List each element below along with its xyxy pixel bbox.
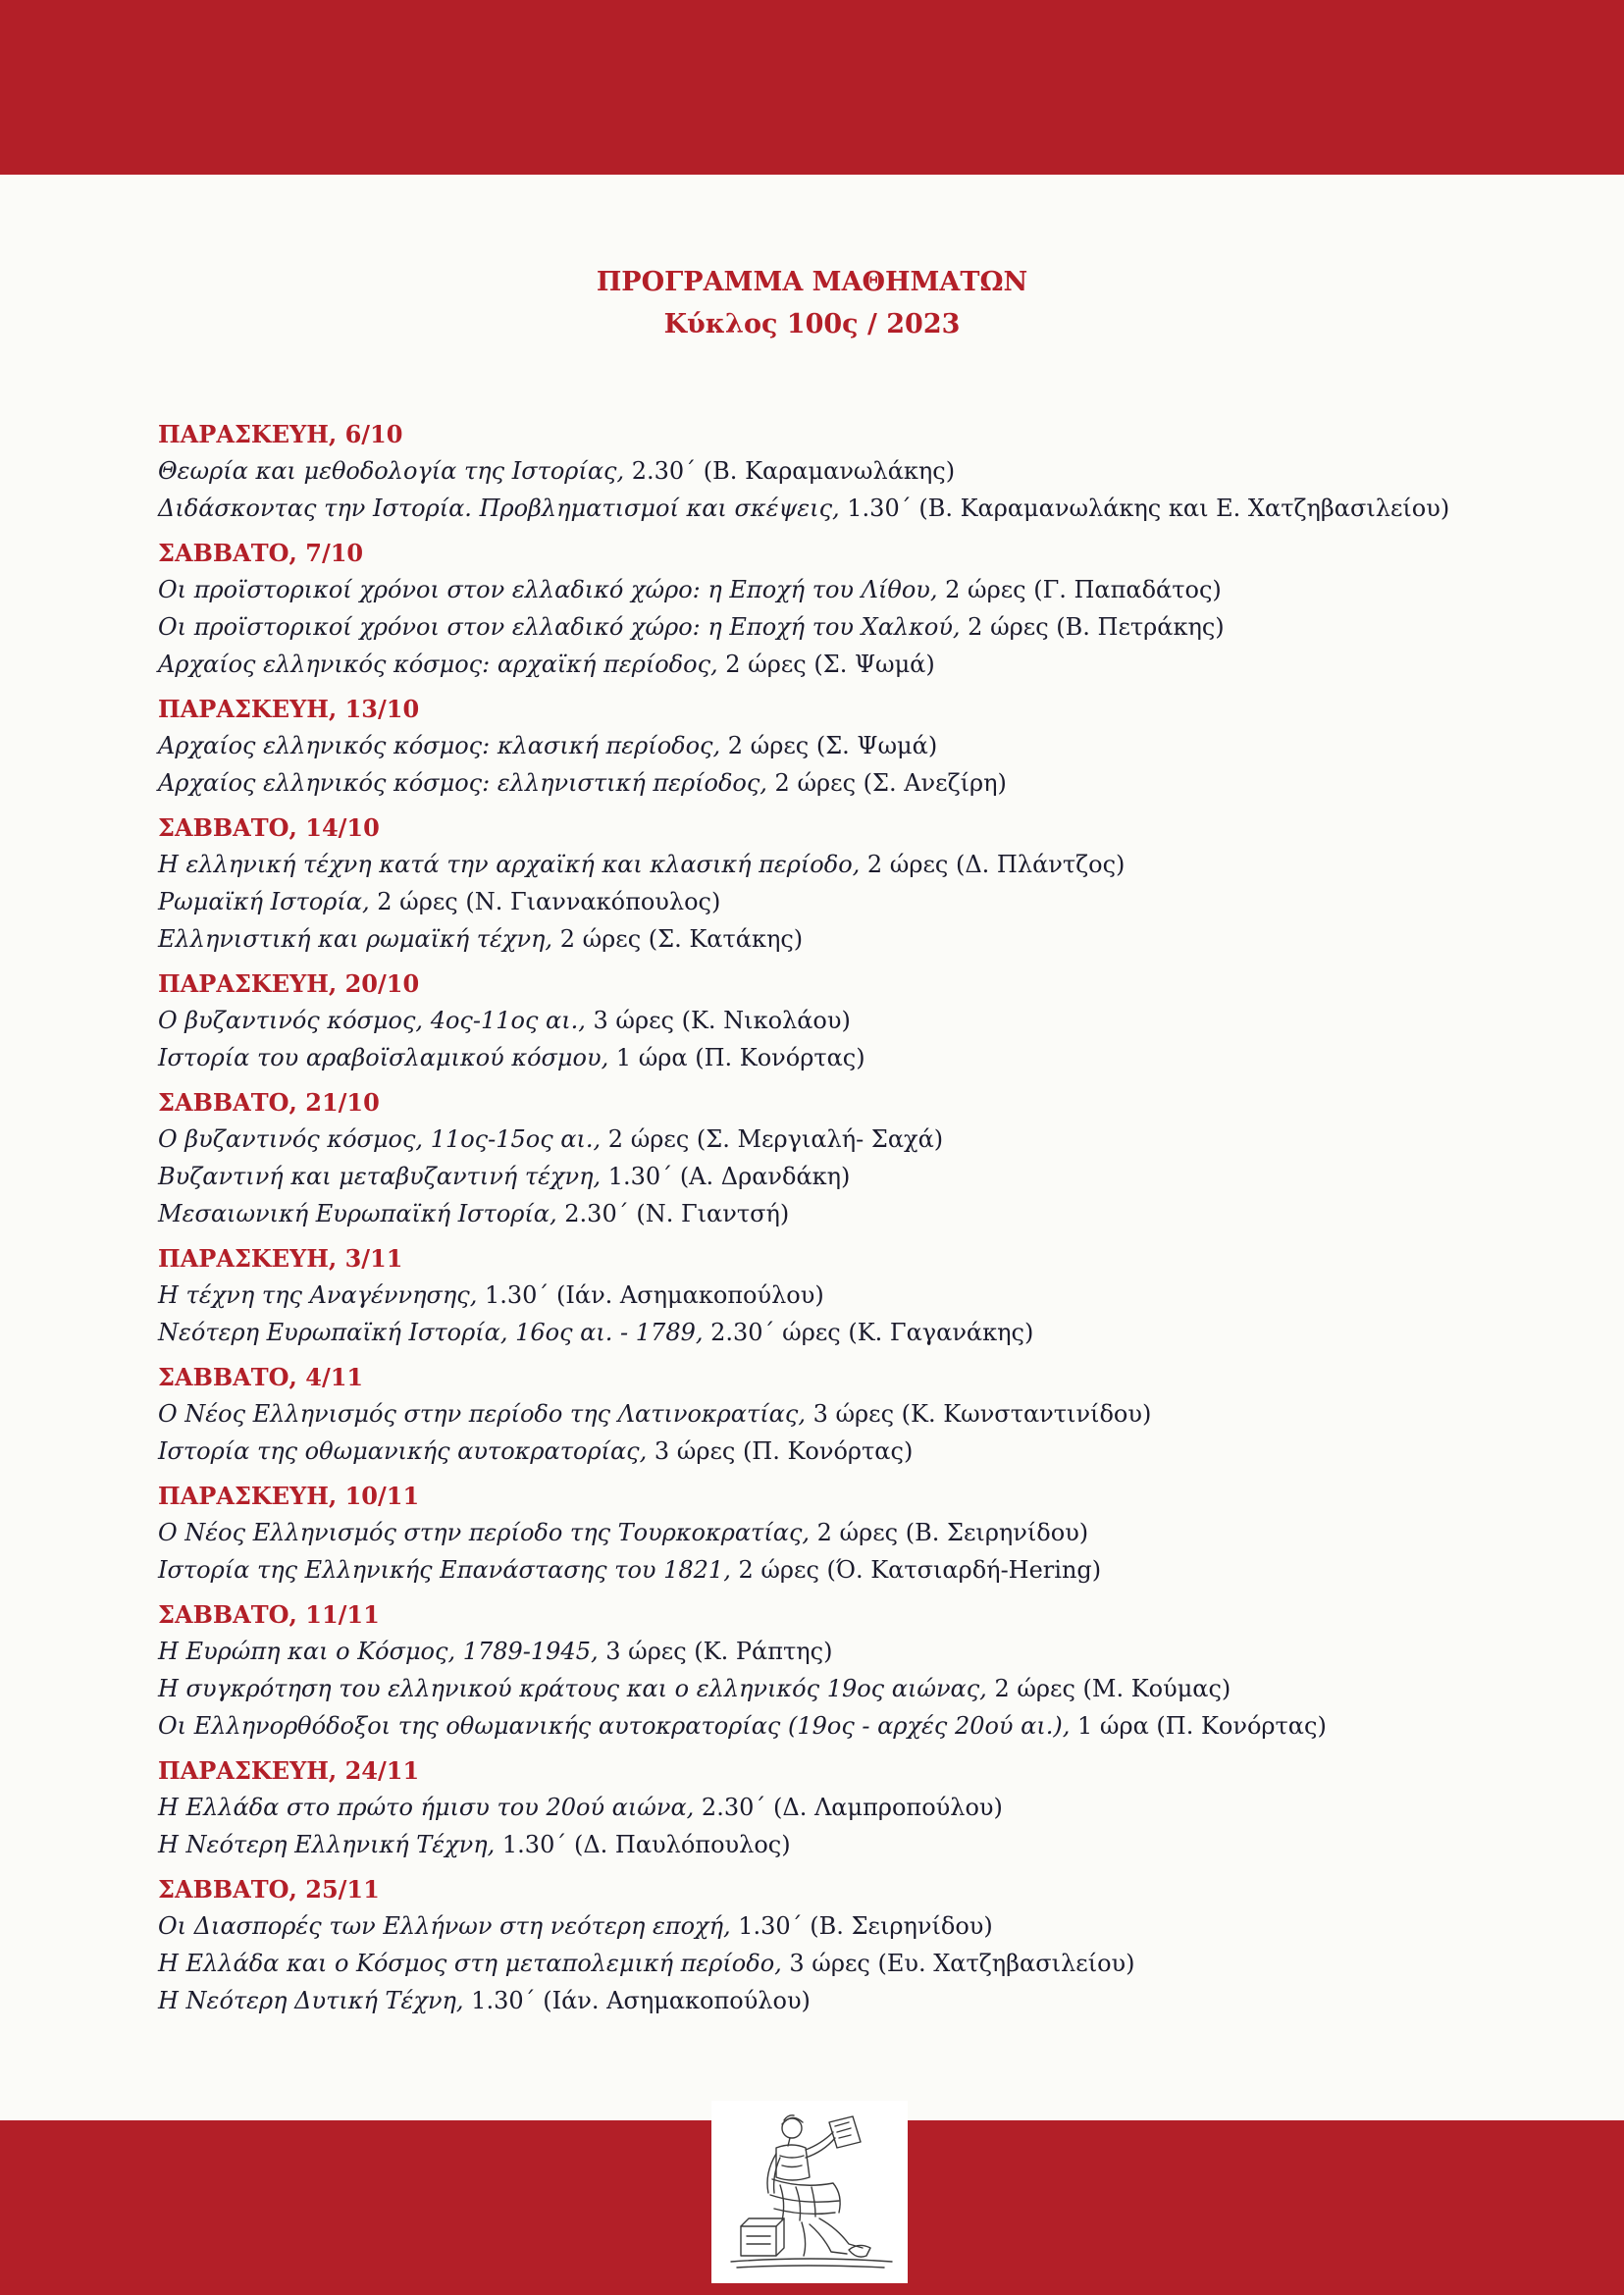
lecture-line — [158, 1121, 1551, 1158]
lecture-line — [158, 1826, 1551, 1863]
lecture-info: 3 ώρες (Κ. Κωνσταντινίδου) — [805, 1400, 1152, 1428]
lecture-line — [158, 883, 1551, 920]
lecture-info: 2 ώρες (Ό. Κατσιαρδή-Hering) — [730, 1556, 1102, 1584]
lecture-info: 2 ώρες (Σ. Κατάκης) — [552, 925, 804, 953]
day-block — [158, 1596, 1551, 1745]
day-title: ΣΑΒΒΑΤΟ, 4/11 — [158, 1363, 364, 1391]
lecture-info: 3 ώρες (Κ. Νικολάου) — [585, 1007, 851, 1034]
lecture-info: 3 ώρες (Κ. Ράπτης) — [598, 1638, 833, 1665]
lecture-line — [158, 1514, 1551, 1551]
day-block — [158, 1359, 1551, 1470]
lecture-info: 2 ώρες (Δ. Πλάντζος) — [860, 851, 1126, 878]
day-title: ΣΑΒΒΑΤΟ, 11/11 — [158, 1600, 380, 1629]
lecture-line — [158, 846, 1551, 883]
lecture-line — [158, 727, 1551, 764]
lecture-topic: Αρχαίος ελληνικός κόσμος: αρχαϊκή περίοδος, — [158, 651, 718, 678]
lecture-info: 3 ώρες (Π. Κονόρτας) — [647, 1437, 914, 1465]
day-title: ΠΑΡΑΣΚΕΥΗ, 24/11 — [158, 1756, 420, 1785]
day-title: ΣΑΒΒΑΤΟ, 25/11 — [158, 1875, 380, 1904]
lecture-info: 2 ώρες (Σ. Ψωμά) — [717, 651, 935, 678]
lecture-line — [158, 1277, 1551, 1314]
lecture-line — [158, 1945, 1551, 1982]
lecture-topic: Αρχαίος ελληνικός κόσμος: ελληνιστική περίοδος, — [158, 769, 767, 797]
lecture-topic: Η Νεότερη Ελληνική Τέχνη, — [158, 1831, 496, 1858]
lecture-info: 3 ώρες (Ευ. Χατζηβασιλείου) — [781, 1950, 1135, 1977]
day-block — [158, 965, 1551, 1076]
page-subtitle: Κύκλος 100ς / 2023 — [663, 309, 961, 339]
lecture-info: 1.30΄ (Δ. Παυλόπουλος) — [495, 1831, 791, 1858]
lecture-info: 1 ώρα (Π. Κονόρτας) — [608, 1044, 865, 1071]
lecture-topic: Ιστορία της οθωμανικής αυτοκρατορίας, — [158, 1437, 648, 1465]
lecture-topic: Θεωρία και μεθοδολογία της Ιστορίας, — [158, 457, 625, 485]
day-title: ΣΑΒΒΑΤΟ, 14/10 — [158, 813, 380, 842]
lecture-line — [158, 1789, 1551, 1826]
lecture-info: 2.30΄ (Δ. Λαμπροπούλου) — [694, 1794, 1003, 1821]
lecture-line — [158, 452, 1551, 490]
lecture-line — [158, 1907, 1551, 1945]
emblem-logo — [711, 2101, 908, 2283]
lecture-topic: Νεότερη Ευρωπαϊκή Ιστορία, 16ος αι. - 1789, — [158, 1319, 704, 1346]
lecture-line — [158, 1433, 1551, 1470]
day-block — [158, 1752, 1551, 1863]
day-block — [158, 1240, 1551, 1351]
lecture-line — [158, 1002, 1551, 1039]
lecture-topic: Ελληνιστική και ρωμαϊκή τέχνη, — [158, 925, 553, 953]
lecture-line — [158, 1982, 1551, 2019]
lecture-info: 2 ώρες (Σ. Μεργιαλή- Σαχά) — [601, 1125, 944, 1153]
lecture-info: 1.30΄ (Β. Σειρηνίδου) — [730, 1912, 993, 1940]
lecture-topic: Η τέχνη της Αναγέννησης, — [158, 1281, 478, 1309]
lecture-info: 1.30΄ (Ιάν. Ασημακοπούλου) — [477, 1281, 824, 1309]
lecture-topic: Ο Νέος Ελληνισμός στην περίοδο της Τουρκοκρατίας, — [158, 1519, 811, 1546]
lecture-info: 2 ώρες (Σ. Ψωμά) — [720, 732, 938, 759]
lecture-topic: Ιστορία του αραβοϊσλαμικού κόσμου, — [158, 1044, 609, 1071]
seated-figure-icon — [711, 2101, 908, 2283]
top-band — [0, 0, 1624, 175]
lecture-topic: Μεσαιωνική Ευρωπαϊκή Ιστορία, — [158, 1200, 557, 1227]
day-title: ΠΑΡΑΣΚΕΥΗ, 10/11 — [158, 1482, 420, 1510]
lecture-topic: Ο Νέος Ελληνισμός στην περίοδο της Λατινοκρατίας, — [158, 1400, 806, 1428]
lecture-topic: Ο βυζαντινός κόσμος, 4ος-11ος αι., — [158, 1007, 586, 1034]
day-title: ΣΑΒΒΑΤΟ, 21/10 — [158, 1088, 380, 1117]
lecture-topic: Ο βυζαντινός κόσμος, 11ος-15ος αι., — [158, 1125, 602, 1153]
lecture-topic: Ιστορία της Ελληνικής Επανάστασης του 1821, — [158, 1556, 731, 1584]
lecture-line — [158, 920, 1551, 958]
day-title: ΠΑΡΑΣΚΕΥΗ, 13/10 — [158, 695, 420, 723]
lecture-topic: Η Ελλάδα και ο Κόσμος στη μεταπολεμική περίοδο, — [158, 1950, 782, 1977]
lecture-topic: Οι Ελληνορθόδοξοι της οθωμανικής αυτοκρατορίας (19ος - αρχές 20ού αι.), — [158, 1712, 1071, 1740]
lecture-info: 1.30΄ (Α. Δρανδάκη) — [601, 1163, 851, 1190]
lecture-topic: Βυζαντινή και μεταβυζαντινή τέχνη, — [158, 1163, 602, 1190]
day-block — [158, 1478, 1551, 1589]
lecture-line — [158, 571, 1551, 608]
lecture-line — [158, 1670, 1551, 1707]
lecture-info: 2 ώρες (Β. Σειρηνίδου) — [810, 1519, 1089, 1546]
lecture-topic: Οι Διασπορές των Ελλήνων στη νεότερη εποχή, — [158, 1912, 731, 1940]
lecture-line — [158, 1707, 1551, 1745]
lecture-info: 2.30΄ ώρες (Κ. Γαγανάκης) — [703, 1319, 1034, 1346]
day-block — [158, 691, 1551, 802]
lecture-line — [158, 1551, 1551, 1589]
lecture-topic: Οι προϊστορικοί χρόνοι στον ελλαδικό χώρο: η Εποχή του Χαλκού, — [158, 613, 961, 641]
day-block — [158, 416, 1551, 527]
lecture-topic: Η Νεότερη Δυτική Τέχνη, — [158, 1987, 464, 2014]
day-block — [158, 1871, 1551, 2019]
lecture-topic: Η Ευρώπη και ο Κόσμος, 1789-1945, — [158, 1638, 599, 1665]
lecture-line — [158, 608, 1551, 646]
lecture-topic: Η συγκρότηση του ελληνικού κράτους και ο ελληνικός 19ος αιώνας, — [158, 1675, 987, 1702]
lecture-line — [158, 1314, 1551, 1351]
lecture-line — [158, 1039, 1551, 1076]
page-header — [0, 261, 1624, 345]
day-title: ΠΑΡΑΣΚΕΥΗ, 3/11 — [158, 1244, 403, 1273]
day-title: ΠΑΡΑΣΚΕΥΗ, 6/10 — [158, 420, 403, 448]
lecture-line — [158, 764, 1551, 802]
lecture-line — [158, 490, 1551, 527]
lecture-info: 1.30΄ (Ιάν. Ασημακοπούλου) — [463, 1987, 811, 2014]
lecture-info: 2 ώρες (Γ. Παπαδάτος) — [937, 576, 1222, 603]
lecture-info: 1 ώρα (Π. Κονόρτας) — [1070, 1712, 1327, 1740]
lecture-line — [158, 1395, 1551, 1433]
lecture-topic: Αρχαίος ελληνικός κόσμος: κλασική περίοδος, — [158, 732, 721, 759]
lecture-line — [158, 1195, 1551, 1232]
lecture-topic: Ρωμαϊκή Ιστορία, — [158, 888, 370, 915]
day-block — [158, 535, 1551, 683]
lecture-info: 1.30΄ (Β. Καραμανωλάκης και Ε. Χατζηβασιλείου) — [839, 495, 1450, 522]
lecture-info: 2 ώρες (Β. Πετράκης) — [960, 613, 1225, 641]
lecture-topic: Η ελληνική τέχνη κατά την αρχαϊκή και κλασική περίοδο, — [158, 851, 861, 878]
page-title: ΠΡΟΓΡΑΜΜΑ ΜΑΘΗΜΑΤΩΝ — [596, 267, 1028, 297]
lecture-info: 2.30΄ (Ν. Γιαντσή) — [556, 1200, 790, 1227]
lecture-topic: Διδάσκοντας την Ιστορία. Προβληματισμοί και σκέψεις, — [158, 495, 840, 522]
schedule — [158, 416, 1551, 2027]
lecture-info: 2 ώρες (Σ. Ανεζίρη) — [766, 769, 1007, 797]
lecture-topic: Η Ελλάδα στο πρώτο ήμισυ του 20ού αιώνα, — [158, 1794, 695, 1821]
lecture-line — [158, 646, 1551, 683]
lecture-line — [158, 1158, 1551, 1195]
lecture-info: 2.30΄ (Β. Καραμανωλάκης) — [624, 457, 956, 485]
lecture-line — [158, 1633, 1551, 1670]
day-block — [158, 809, 1551, 958]
lecture-topic: Οι προϊστορικοί χρόνοι στον ελλαδικό χώρο: η Εποχή του Λίθου, — [158, 576, 938, 603]
lecture-info: 2 ώρες (Ν. Γιαννακόπουλος) — [369, 888, 721, 915]
day-title: ΣΑΒΒΑΤΟ, 7/10 — [158, 539, 364, 567]
day-block — [158, 1084, 1551, 1232]
lecture-info: 2 ώρες (Μ. Κούμας) — [986, 1675, 1231, 1702]
day-title: ΠΑΡΑΣΚΕΥΗ, 20/10 — [158, 969, 420, 998]
